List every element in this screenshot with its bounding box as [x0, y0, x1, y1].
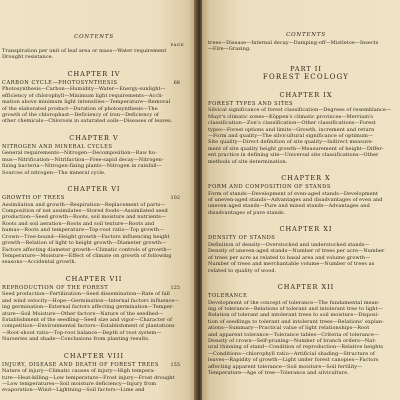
toc-line: —Form and quality—The silvicultural significance of optimum— [208, 133, 374, 140]
toc-line: ment of site quality height growth—Measurement of height—Differ- [208, 145, 384, 152]
toc-line: Temperature—Moisture—Effect of climate on growth of following [2, 252, 172, 259]
toc-line: Mayr's climatic zones—Köppen's climatic provinces—Merriam's [208, 113, 374, 120]
toc-line: Temperature—Age of tree—Tolerance and silviculture. [208, 369, 349, 376]
chapter-section [208, 174, 400, 216]
chapter-heading: CHAPTER VIII [63, 351, 125, 360]
chapter-summary [0, 86, 194, 124]
chapter-title: NITROGEN AND MINERAL CYCLES [2, 143, 113, 150]
toc-line: related to quality of wood. [208, 267, 277, 274]
toc-line: affecting apparent tolerance—Soil moisture—Soil fertility— [208, 363, 363, 370]
chapter-summary [208, 191, 400, 217]
toc-line: —Fire—Grazing. [208, 46, 251, 53]
toc-line: evaporation—Wind—Lightning—Soil factors—Lime and [2, 387, 145, 394]
toc-line: types—Forest options and limits—Growth, increment and return [208, 126, 375, 133]
toc-line: Establishment of the seedling—Seed size and vigor—Character of [2, 316, 173, 323]
toc-line: production—Seed growth—Roots, soil moisture and nutrients— [2, 214, 166, 221]
toc-line: Nurseries and shade—Conclusions from planting results. [2, 336, 150, 343]
chapter-title-row [0, 195, 194, 202]
toc-line: ural thinning of stand—Condition of reproduction—Relative heights [208, 344, 384, 351]
page-number: 125 [170, 284, 180, 291]
toc-line: ing germination—External factors affecting germination—Temper- [2, 304, 174, 311]
chapter-summary [208, 300, 400, 377]
chapter-title-row [0, 80, 194, 87]
toc-line: —Low temperatures—Soil moisture deficiency—Injury from [2, 380, 157, 387]
toc-line: of the elaborated product—Duration of photosynthesis—The [2, 105, 158, 112]
toc-line: Definition of density—Overstocked and understocked stands— [208, 241, 370, 248]
toc-line: seasons—Accidental growth. [2, 259, 77, 266]
toc-line: Factors affecting diameter growth—Climatic controls of growth— [2, 246, 172, 253]
chapter-title: TOLERANCE [208, 292, 248, 299]
page-number: 102 [170, 195, 180, 202]
toc-line: ature—Soil Moisture—Other factors—Nature of the seedbed— [2, 310, 164, 317]
right-page-content [208, 0, 400, 376]
toc-line: Roots and soil aeration—Roots and soil texture—Roots and [2, 220, 155, 227]
toc-line: Form of stands—Development of even-aged stands—Development [208, 190, 378, 197]
toc-line: mation above minimum light intensities—Temperature—Removal [2, 99, 171, 106]
toc-line: Relation of tolerant and intolerant trees to soil moisture—Disposi- [208, 312, 380, 319]
page-number: 155 [170, 361, 180, 368]
left-page-content [0, 0, 194, 394]
toc-line: methods of site determination. [208, 158, 288, 165]
chapter-section [0, 70, 194, 125]
chapter-title-row [0, 144, 194, 151]
chapter-heading: CHAPTER IV [67, 69, 121, 78]
toc-line: Photosynthesis—Carbon—Humidity—Water—Energy-sunlight— [2, 86, 166, 93]
chapter-title: FOREST TYPES AND SITES [208, 100, 294, 107]
chapter-title: CARBON CYCLE—PHOTOSYNTHESIS [2, 79, 118, 86]
toc-line: Density of uneven-aged stands—Number of trees per acre—Number [208, 248, 385, 255]
toc-line: Nature of injury—Climatic causes of injury—High tempera- [2, 368, 156, 375]
chapter-summary [0, 368, 194, 394]
toc-line: and apparent tolerance—Tolerance tables—Criteria of tolerance— [208, 331, 380, 338]
chapter-section [0, 352, 194, 394]
chapter-heading: CHAPTER VII [65, 274, 123, 283]
toc-line: Site quality—Direct definition of site quality—Indirect measure- [208, 139, 374, 146]
toc-line: Development of the concept of tolerance—The fundamental mean- [208, 299, 380, 306]
chapter-section [208, 91, 400, 165]
toc-line: competition—Environmental factors—Establishment of plantations [2, 323, 175, 330]
toc-line: growth—Relation of light to height growth—Diameter growth— [2, 240, 167, 247]
toc-line: Number of trees and merchantable volume—Number of trees as [208, 261, 375, 268]
chapter-title-row [0, 362, 194, 369]
toc-line: —Conditions—chlorophyll ratio—Artificial shading—Structure of [208, 350, 375, 357]
toc-line: of uneven-aged stands—Advantages and disadvantages of even and [208, 197, 383, 204]
toc-line: mus—Nitrification—Nitrifaction—Free-sapid decay—Nitrogen- [2, 156, 164, 163]
chapter-title-row [0, 285, 194, 292]
toc-line: growth of the chlorophast—Deficiency of iron—Deficiency of [2, 112, 159, 119]
toc-line: ent practice in defining site—Universal site classifications—Other [208, 152, 379, 159]
toc-line: ations—Summary—Practical value of light relationships—Root [208, 325, 370, 332]
toc-line: disadvantages of pure stands. [208, 209, 286, 216]
toc-line: Sources of nitrogen—The mineral cycle. [2, 169, 106, 176]
toc-line: trees—Disease—Internal decay—Damping-off—Mistletoe—Insects [208, 40, 379, 46]
toc-line: Transpiration per unit of leaf area or mass—Water requirement [2, 48, 167, 54]
chapter-summary [208, 242, 400, 274]
toc-line: other chemicals—Chlorosis in saturated soils—Diseases of leaves. [2, 118, 173, 125]
chapter-section [208, 225, 400, 274]
toc-line: classification—Zon's classification—Other classifications—Forest [208, 120, 376, 127]
toc-line: ing of tolerance—Relations of tolerant and intolerant tree to light— [208, 305, 383, 312]
toc-line: uneven-aged stands—Pure and mixed stands—Advantages and [208, 203, 370, 210]
chapter-heading: CHAPTER XII [277, 282, 335, 291]
toc-line: and wind velocity—Hope—Germination—Internal factors influence— [2, 297, 180, 304]
chapter-summary [0, 150, 194, 176]
chapter-heading: CHAPTER XI [279, 225, 333, 234]
chapter-summary [0, 202, 194, 266]
page-column-label: PAGE [170, 42, 184, 47]
toc-line: efficiency of chlorophyll—Minimum light requirements—Accli- [2, 92, 164, 99]
chapter-section [0, 275, 194, 343]
chapter-title: INJURY, DISEASE AND DEATH OF FOREST TREES [2, 361, 159, 368]
chapter-heading: CHAPTER IX [279, 90, 333, 99]
toc-line: leaves—Rapidity of growth—Light under forest canopies—Factors [208, 357, 379, 364]
chapter-section [0, 185, 194, 266]
chapter-heading: CHAPTER X [281, 174, 331, 183]
toc-line: Assimilation and growth—Respiration—Replacement of parts— [2, 201, 166, 208]
chapter-title: GROWTH OF TREES [2, 195, 65, 202]
toc-line: Silvical significance of forest classification—Degrees of resemblance— [208, 107, 391, 114]
toc-line: tion of seedlings to tolerant and intolerant trees—Relations' explan- [208, 318, 384, 325]
chapter-summary [208, 107, 400, 165]
chapter-title: DENSITY OF STANDS [208, 235, 276, 242]
page-number: 68 [173, 79, 180, 86]
toc-line: ture—Heat-killing—Low temperature—Frost injury—Frost drought [2, 374, 175, 381]
top-spacer [208, 0, 400, 10]
chapter-heading: CHAPTER VI [67, 185, 121, 194]
toc-line: —Root-shoot ratio—Top-root balance—Depth of root system— [2, 329, 162, 336]
chapter-section [0, 134, 194, 176]
intro-block [208, 40, 400, 53]
toc-line: fixing bacteria—Nitrogen-fixing plants—Nitrogen in rainfall— [2, 163, 162, 170]
toc-line: of trees per acre as related to basal area and volume growth— [208, 254, 371, 261]
toc-line: Drought resistance. [2, 54, 54, 61]
running-head: CONTENTS [74, 34, 114, 40]
running-head: CONTENTS [286, 32, 326, 38]
chapter-title: REPRODUCTION OF THE FOREST [2, 284, 109, 291]
toc-line: humus—Roots and temperature—Top-root ratio—Top growth— [2, 227, 165, 234]
intro-block [0, 48, 194, 61]
toc-line: Seed production—Fertilization—Seed dissemination—Rate of fall [2, 291, 170, 298]
part-heading: PART II [290, 64, 322, 73]
right-page [202, 0, 400, 400]
toc-line: Density of crown—Self-pruning—Number of branch orders—Nat- [208, 337, 377, 344]
toc-line: General requirements—Nitrogen—Decomposition—Raw hu- [2, 150, 157, 157]
toc-line: Crown—Tree-bound—Height growth—Factors influencing height [2, 233, 170, 240]
toc-line: Composition of net assimilates—Stored foods—Assimilated seed [2, 208, 168, 215]
chapter-heading: CHAPTER V [69, 133, 119, 142]
part-title: FOREST ECOLOGY [262, 72, 350, 81]
chapter-section [208, 283, 400, 376]
chapter-title: FORM AND COMPOSITION OF STANDS [208, 184, 331, 191]
left-page [0, 0, 196, 400]
chapter-summary [0, 291, 194, 342]
